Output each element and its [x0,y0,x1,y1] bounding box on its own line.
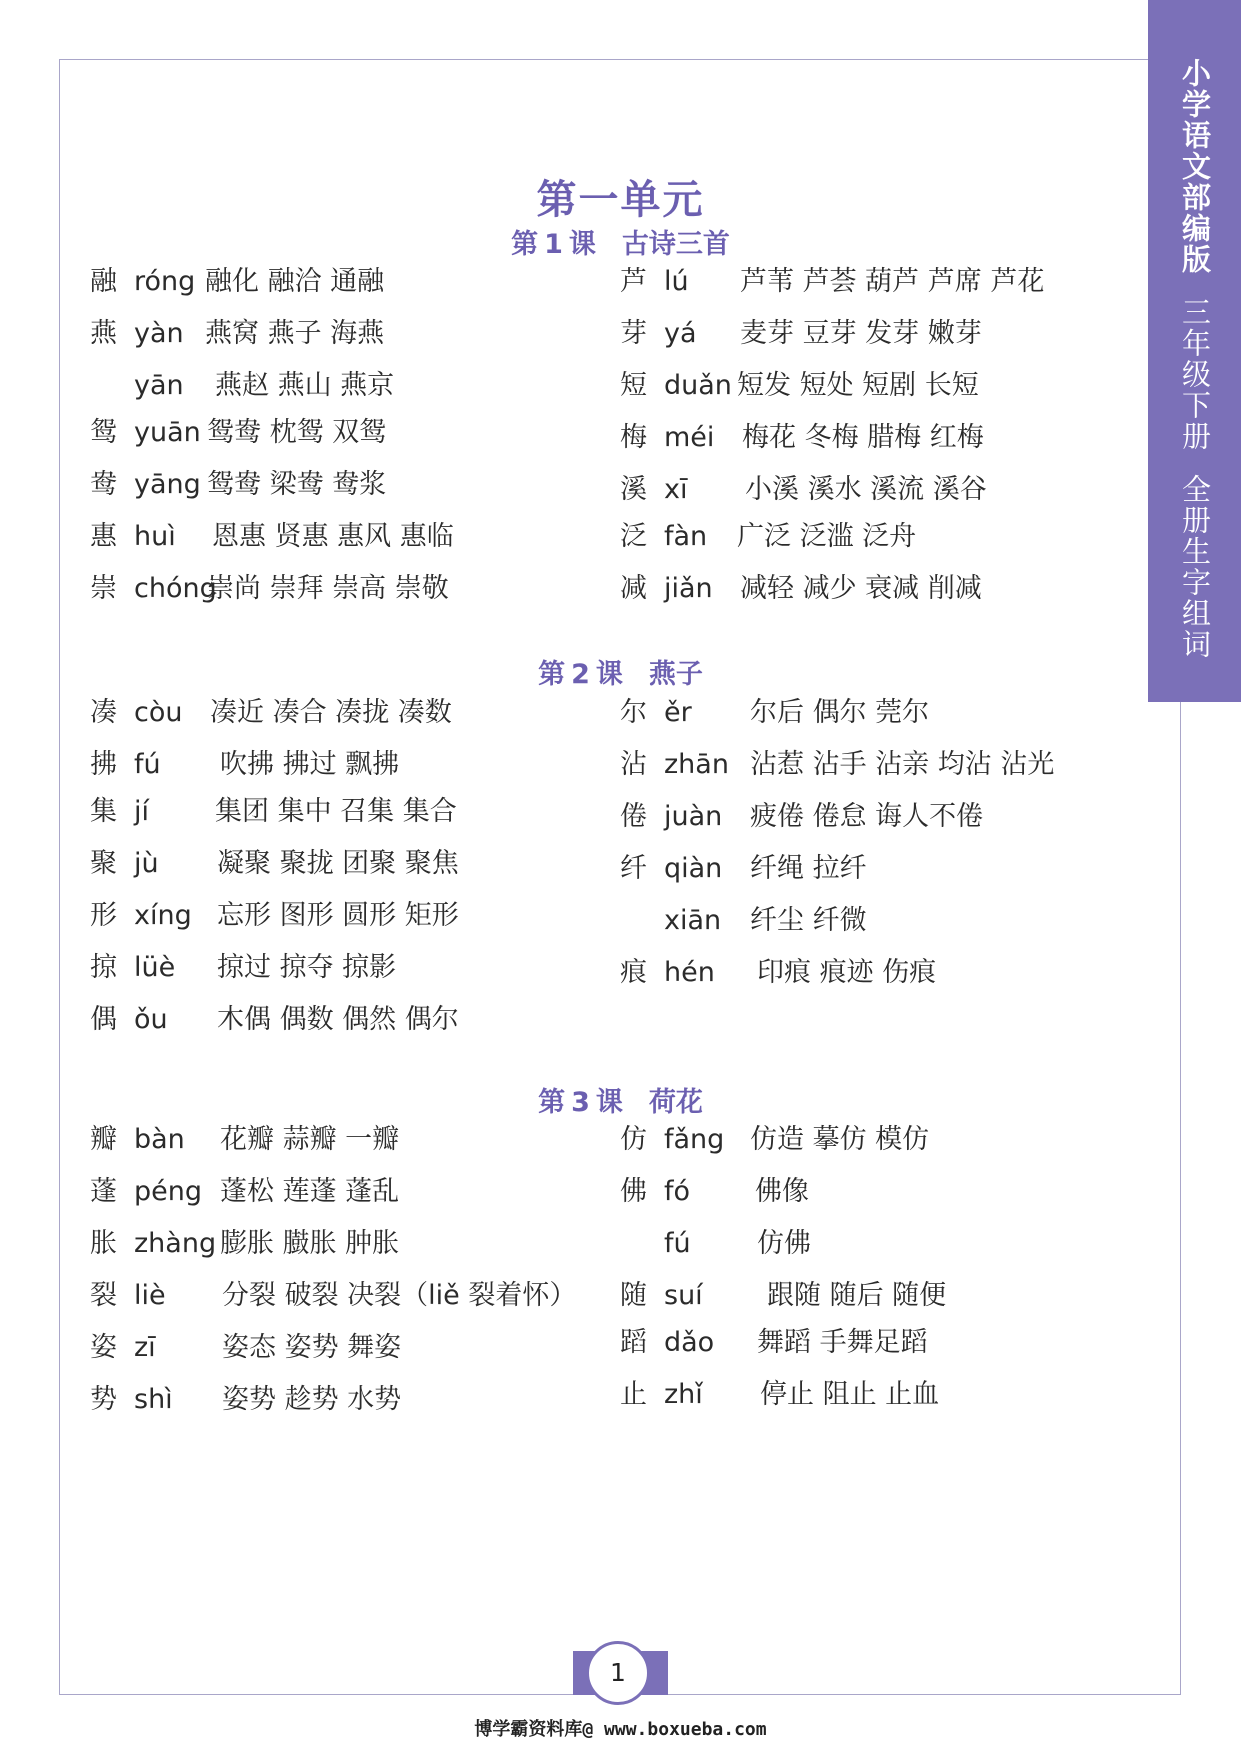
vocab-words: 麦芽 豆芽 发芽 嫩芽 [740,318,982,349]
vocab-row [620,1375,1140,1415]
vocab-pinyin: zhān [664,749,729,780]
vocab-pinyin: hén [664,957,715,988]
vocab-row [90,366,610,406]
vocab-pinyin: qiàn [664,853,723,884]
vocab-character: 梅 [620,422,647,453]
lesson-number: 1 [544,229,563,260]
lesson-heading [0,652,1241,691]
vocab-row [90,693,610,733]
vocab-row [620,1276,1140,1316]
side-tab-topic: 全册生字组词 [1178,474,1212,660]
vocab-words: 掠过 掠夺 掠影 [217,952,397,983]
vocab-character: 蓬 [90,1176,117,1207]
vocab-character: 芦 [620,266,647,297]
vocab-row [620,569,1140,609]
vocab-pinyin: xiān [664,905,722,936]
vocab-row [90,844,610,884]
lesson-prefix: 第 [538,659,566,690]
vocab-pinyin: chóng [134,573,217,604]
vocab-character: 倦 [620,801,647,832]
vocab-words: 仿佛 [757,1228,811,1259]
vocab-pinyin: suí [664,1280,703,1311]
vocab-words: 崇尚 崇拜 崇高 崇敬 [207,573,449,604]
vocab-row [620,693,1140,733]
vocab-words: 恩惠 贤惠 惠风 惠临 [212,521,454,552]
vocab-words: 凝聚 聚拢 团聚 聚焦 [217,848,459,879]
vocab-character: 聚 [90,848,117,879]
vocab-row [90,262,610,302]
vocab-row [90,1000,610,1040]
vocab-words: 纤绳 拉纤 [750,853,867,884]
lesson-number: 3 [571,1087,590,1118]
lesson-name: 古诗三首 [621,229,730,260]
vocab-pinyin: xī [664,474,688,505]
vocab-character: 止 [620,1379,647,1410]
vocab-words: 燕窝 燕子 海燕 [205,318,385,349]
vocab-row [620,745,1140,785]
vocab-row [620,314,1140,354]
vocab-character: 仿 [620,1124,647,1155]
vocab-pinyin: zhàng [134,1228,217,1259]
vocab-words: 减轻 减少 衰减 削减 [740,573,982,604]
vocab-pinyin: yá [664,318,697,349]
vocab-pinyin: shì [134,1384,173,1415]
page-number: 1 [586,1641,650,1705]
vocab-row [620,797,1140,837]
vocab-pinyin: liè [134,1280,166,1311]
vocab-words: 舞蹈 手舞足蹈 [757,1327,928,1358]
footer-watermark: 博学霸资料库@ www.boxueba.com [474,1719,767,1740]
vocab-words: 姿态 姿势 舞姿 [222,1332,402,1363]
vocab-row [90,1328,610,1368]
vocab-pinyin: fú [664,1228,691,1259]
vocab-pinyin: fǎng [664,1124,725,1155]
side-tab-grade: 三年级下册 [1178,297,1212,452]
vocab-character: 蹈 [620,1327,647,1358]
vocab-words: 芦苇 芦荟 葫芦 芦席 芦花 [740,266,1045,297]
vocab-character: 泛 [620,521,647,552]
side-tab [1148,0,1241,702]
vocab-row [620,1120,1140,1160]
vocab-character: 痕 [620,957,647,988]
vocab-pinyin: zhǐ [664,1379,703,1410]
vocab-words: 广泛 泛滥 泛舟 [737,521,917,552]
vocab-words: 忘形 图形 圆形 矩形 [217,900,459,931]
side-tab-series: 小学语文部编版 [1178,58,1212,275]
vocab-words: 小溪 溪水 溪流 溪谷 [745,474,987,505]
vocab-pinyin: yàn [134,318,184,349]
vocab-row [90,896,610,936]
vocab-pinyin: lüè [134,952,176,983]
lesson-prefix: 第 [538,1087,566,1118]
vocab-row [90,1276,610,1316]
vocab-pinyin: juàn [664,801,723,832]
vocab-pinyin: péng [134,1176,203,1207]
vocab-character: 形 [90,900,117,931]
vocab-character: 燕 [90,318,117,349]
vocab-row [620,849,1140,889]
vocab-pinyin: jù [134,848,159,879]
vocab-words: 蓬松 莲蓬 蓬乱 [220,1176,400,1207]
vocab-words: 仿造 摹仿 模仿 [750,1124,930,1155]
vocab-character: 纤 [620,853,647,884]
vocab-character: 凑 [90,697,117,728]
vocab-row [90,314,610,354]
vocab-words: 停止 阻止 止血 [760,1379,940,1410]
lesson-name: 燕子 [648,659,703,690]
vocab-pinyin: fó [664,1176,691,1207]
vocab-words: 鸳鸯 梁鸯 鸯浆 [207,469,387,500]
vocab-pinyin: dǎo [664,1327,715,1358]
vocab-words: 尔后 偶尔 莞尔 [750,697,930,728]
vocab-row [90,745,610,785]
vocab-character: 裂 [90,1280,117,1311]
vocab-row [90,413,610,453]
vocab-pinyin: róng [134,266,196,297]
lesson-prefix: 第 [511,229,539,260]
vocab-pinyin: yuān [134,417,201,448]
vocab-pinyin: ěr [664,697,692,728]
vocab-row [90,1380,610,1420]
vocab-row [90,792,610,832]
vocab-words: 印痕 痕迹 伤痕 [757,957,937,988]
vocab-words: 沾惹 沾手 沾亲 均沾 沾光 [750,749,1055,780]
vocab-words: 花瓣 蒜瓣 一瓣 [220,1124,400,1155]
lesson-heading [0,1080,1241,1119]
vocab-pinyin: ǒu [134,1004,168,1035]
vocab-character: 瓣 [90,1124,117,1155]
vocab-words: 融化 融洽 通融 [205,266,385,297]
vocab-row [620,1224,1140,1264]
vocab-character: 沾 [620,749,647,780]
vocab-pinyin: fàn [664,521,708,552]
vocab-pinyin: yān [134,370,184,401]
vocab-pinyin: còu [134,697,183,728]
vocab-words: 分裂 破裂 决裂（liě 裂着怀） [222,1280,577,1311]
vocab-words: 跟随 随后 随便 [767,1280,947,1311]
vocab-row [90,1120,610,1160]
vocab-row [90,1224,610,1264]
vocab-row [620,418,1140,458]
vocab-row [620,366,1140,406]
vocab-character: 鸳 [90,417,117,448]
vocab-words: 凑近 凑合 凑拢 凑数 [210,697,452,728]
vocab-words: 短发 短处 短剧 长短 [737,370,979,401]
vocab-character: 减 [620,573,647,604]
vocab-character: 随 [620,1280,647,1311]
vocab-words: 集团 集中 召集 集合 [215,796,457,827]
vocab-character: 融 [90,266,117,297]
lesson-suffix: 课 [595,1087,623,1118]
vocab-pinyin: jiǎn [664,573,713,604]
vocab-row [620,262,1140,302]
vocab-character: 胀 [90,1228,117,1259]
vocab-row [620,1323,1140,1363]
vocab-pinyin: zī [134,1332,156,1363]
vocab-row [90,948,610,988]
vocab-character: 佛 [620,1176,647,1207]
vocab-words: 膨胀 臌胀 肿胀 [220,1228,400,1259]
vocab-words: 燕赵 燕山 燕京 [215,370,395,401]
vocab-words: 吹拂 拂过 飘拂 [220,749,400,780]
vocab-character: 掠 [90,952,117,983]
vocab-character: 势 [90,1384,117,1415]
vocab-character: 姿 [90,1332,117,1363]
vocab-character: 崇 [90,573,117,604]
vocab-pinyin: lú [664,266,689,297]
vocab-words: 佛像 [755,1176,809,1207]
vocab-pinyin: bàn [134,1124,185,1155]
vocab-words: 纤尘 纤微 [750,905,867,936]
lesson-name: 荷花 [648,1087,703,1118]
vocab-character: 拂 [90,749,117,780]
unit-title: 第一单元 [536,177,705,223]
vocab-character: 溪 [620,474,647,505]
vocab-words: 梅花 冬梅 腊梅 红梅 [742,422,984,453]
vocab-words: 鸳鸯 枕鸳 双鸳 [207,417,387,448]
vocab-words: 姿势 趁势 水势 [222,1384,402,1415]
vocab-row [90,569,610,609]
vocab-character: 偶 [90,1004,117,1035]
vocab-pinyin: fú [134,749,161,780]
vocab-character: 芽 [620,318,647,349]
vocab-row [620,1172,1140,1212]
vocab-character: 尔 [620,697,647,728]
lesson-suffix: 课 [568,229,596,260]
vocab-pinyin: duǎn [664,370,732,401]
lesson-number: 2 [571,659,590,690]
vocab-row [620,470,1140,510]
lesson-heading [0,222,1241,261]
vocab-row [90,465,610,505]
vocab-pinyin: jí [134,796,150,827]
vocab-pinyin: méi [664,422,715,453]
vocab-pinyin: yāng [134,469,201,500]
vocab-character: 集 [90,796,117,827]
vocab-character: 惠 [90,521,117,552]
vocab-pinyin: xíng [134,900,192,931]
lesson-suffix: 课 [595,659,623,690]
vocab-character: 鸯 [90,469,117,500]
vocab-pinyin: huì [134,521,176,552]
vocab-row [620,517,1140,557]
vocab-row [90,517,610,557]
vocab-row [90,1172,610,1212]
vocab-row [620,901,1140,941]
vocab-row [620,953,1140,993]
vocab-character: 短 [620,370,647,401]
vocab-words: 木偶 偶数 偶然 偶尔 [217,1004,459,1035]
vocab-words: 疲倦 倦怠 诲人不倦 [750,801,984,832]
